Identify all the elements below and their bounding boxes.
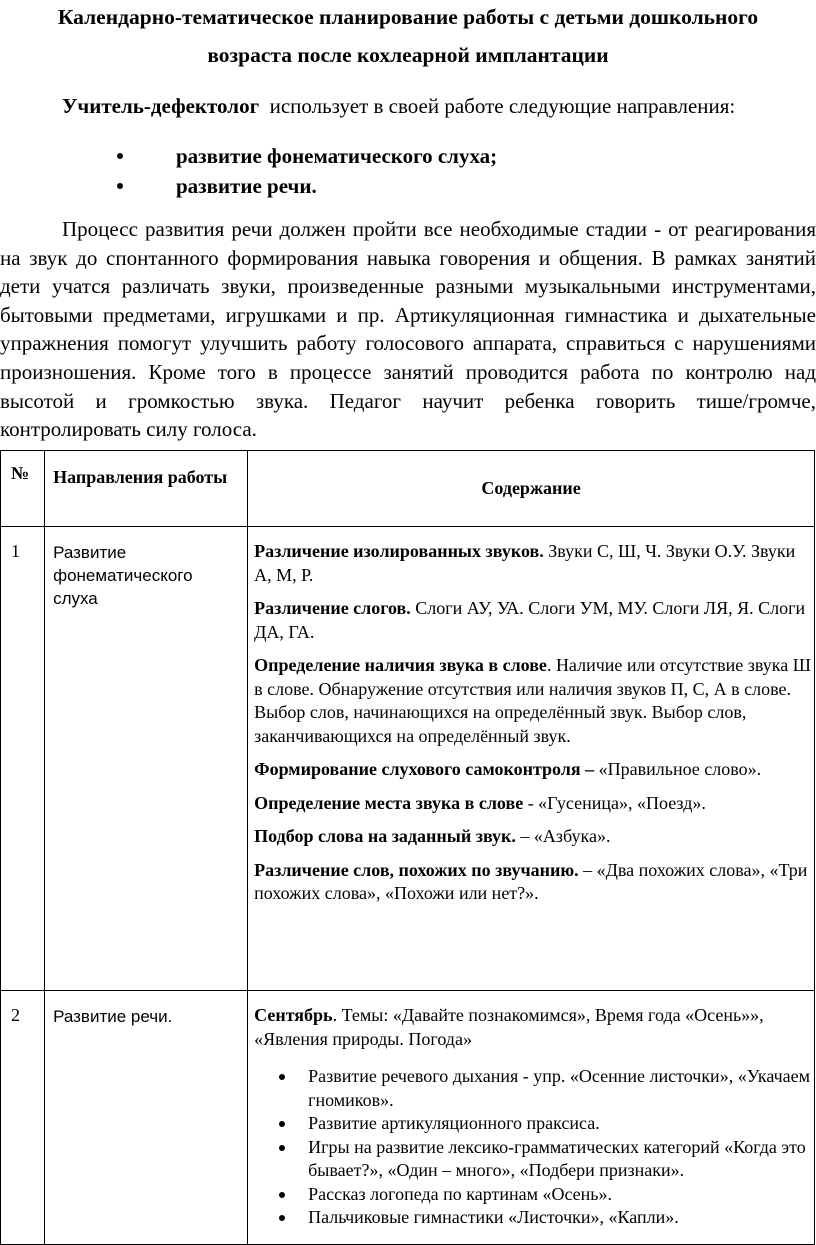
content-item-title: Различение изолированных звуков. <box>254 541 544 561</box>
content-item-text: Слоги АУ, УА. Слоги УМ, МУ. Слоги ЛЯ, Я. Слоги ДА, ГА. <box>254 598 806 642</box>
bullet-icon <box>279 1192 285 1198</box>
list-item <box>254 1136 812 1183</box>
intro-role: Учитель-дефектолог <box>62 94 260 118</box>
list-item-text: Игры на развитие лексико-грамматических категорий «Когда это бывает?», «Один – много», «Подбери признаки». <box>308 1136 806 1180</box>
list-item-text: Развитие артикуляционного праксиса. <box>308 1113 600 1133</box>
bullet-icon <box>279 1074 285 1080</box>
table-row <box>1 527 815 991</box>
content-item-title: Подбор слова на заданный звук. <box>254 826 516 846</box>
row-content <box>248 991 815 1245</box>
content-item-text: . Наличие или отсутствие звука Ш в слове. Обнаружение отсутствия или наличия звуков П, С, А в слове. Выбор слов, начинающихся на определённый звук. Выбор слов, заканчивающихся на определённый звук. <box>254 655 811 746</box>
content-item-text: - «Гусеница», «Поезд». <box>523 792 706 813</box>
bullet-icon <box>279 1121 285 1127</box>
content-item-text: – «Два похожих слова», «Три похожих слова», «Похожи или нет?». <box>254 859 808 903</box>
row-number: 2 <box>1 991 45 1245</box>
description-paragraph: Процесс развития речи должен пройти все необходимые стадии - от реагирования на звук до спонтанного формирования навыка говорения и общения. В рамках занятий дети учатся различать звуки, произведенные разными музыкальными инструментами, бытовыми предметами, игрушками и пр. Артикуляционная гимнастика и дыхательные упражнения помогут улучшить работу голосового аппарата, справиться с нарушениями произношения. Кроме того в процессе занятий проводится работа по контролю над высотой и громкостью звука. Педагог научит ребенка говорить тише/громче, контролировать силу голоса. <box>0 217 816 442</box>
content-item-title: Различение слогов. <box>254 598 411 618</box>
list-item <box>254 1112 812 1136</box>
month-label: Сентябрь <box>254 1005 333 1025</box>
content-item-title: Формирование слухового самоконтроля – <box>254 759 595 779</box>
table-header-row <box>1 451 815 527</box>
content-item <box>254 654 812 748</box>
bullet-icon <box>117 153 123 159</box>
month-topics <box>254 1004 812 1051</box>
table-row <box>1 991 815 1245</box>
list-item-text: развитие речи. <box>176 174 317 198</box>
intro-text: использует в своей работе следующие направления: <box>269 94 736 118</box>
row-direction: Развитие фонематического слуха <box>45 527 248 991</box>
content-item-text: Звуки С, Ш, Ч. Звуки О.У. Звуки А, М, Р. <box>254 541 796 585</box>
page-title-line-1: Календарно-тематическое планирование работы с детьми дошкольного <box>57 5 759 29</box>
bullet-icon <box>279 1215 285 1221</box>
activity-list <box>254 1065 812 1230</box>
bullet-icon <box>117 183 123 189</box>
month-topics-text: . Темы: «Давайте познакомимся», Время года «Осень»», «Явления природы. Погода» <box>254 1005 764 1049</box>
content-item-title: Определение места звука в слове <box>254 792 524 813</box>
list-item-text: Развитие речевого дыхания - упр. «Осенние листочки», «Укачаем гномиков». <box>308 1066 811 1110</box>
content-item <box>254 540 812 587</box>
list-item <box>254 1065 812 1112</box>
content-item-title: Определение наличия звука в слове <box>254 655 547 675</box>
list-item <box>254 1183 812 1207</box>
header-direction: Направления работы <box>45 451 248 527</box>
content-item <box>254 792 812 816</box>
content-item-text: «Правильное слово». <box>594 759 762 779</box>
content-item <box>254 758 812 782</box>
content-item-text: – «Азбука». <box>515 826 611 846</box>
list-item <box>254 1206 812 1230</box>
row-direction: Развитие речи. <box>45 991 248 1245</box>
page-title-line-2: возраста после кохлеарной имплантации <box>207 43 609 67</box>
intro-line <box>62 94 735 119</box>
row-content <box>248 527 815 991</box>
list-item-text: Пальчиковые гимнастики «Листочки», «Капли». <box>308 1207 679 1227</box>
list-item-text: Рассказ логопеда по картинам «Осень». <box>308 1183 613 1204</box>
header-num: № <box>1 451 45 527</box>
row-number: 1 <box>1 527 45 991</box>
list-item-text: развитие фонематического слуха; <box>176 144 498 168</box>
header-content: Содержание <box>248 451 815 527</box>
content-item-title: Различение слов, похожих по звучанию. <box>254 859 579 880</box>
planning-table <box>0 450 815 1245</box>
content-item <box>254 597 812 644</box>
bullet-icon <box>279 1145 285 1151</box>
content-item <box>254 825 812 849</box>
content-item <box>254 859 812 906</box>
